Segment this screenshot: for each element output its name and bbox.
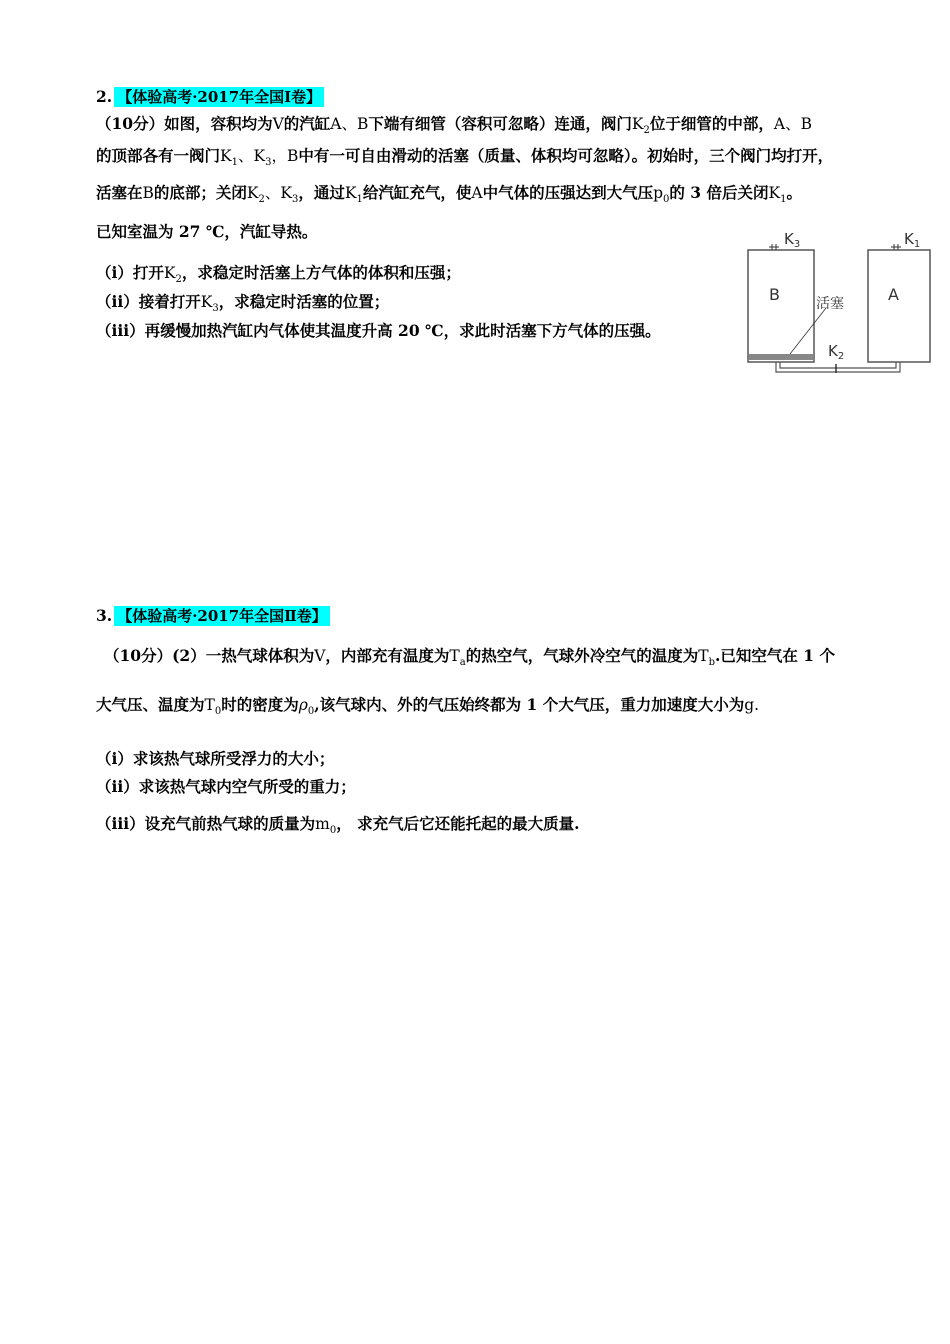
q3-subquestion-1: （i）求该热气球所受浮力的大小； [96,749,335,768]
q3-line-2: 大气压、温度为$T_0$时的密度为$\rho_0$,该气球内、外的气压始终都为 1 个大气压，重力加速度大小为g. [96,695,760,718]
q2-header [96,86,324,108]
label-piston: 活塞 [816,296,844,312]
label-b: B [769,285,780,304]
q2-line-3: 活塞在B的底部；关闭$K_2$、$K_3$，通过$K_1$给汽缸充气，使A中气体的压强达到大气压$p_0$的 3 倍后关闭$K_1$。 [96,183,802,206]
label-k1: $K_1$ [904,230,921,250]
q2-subquestion-2: （ii）接着打开$K_3$，求稳定时活塞的位置； [96,292,390,315]
q2-line-2: 的顶部各有一阀门$K_1$、$K_3$，B中有一可自由滑动的活塞（质量、体积均可忽略）。初始时，三个阀门均打开， [96,146,834,169]
q3-number: 3. [96,606,113,625]
q2-number: 2. [96,87,113,106]
q2-line-4: 已知室温为 27 ℃，汽缸导热。 [96,222,318,241]
q2-source-tag: 【体验高考·2017年全国Ⅰ卷】 [114,87,324,107]
cylinder-b [748,250,814,362]
q2-subquestion-1: （i）打开$K_2$，求稳定时活塞上方气体的体积和压强； [96,263,461,286]
connecting-pipe [776,362,900,372]
piston [749,354,813,360]
q3-line-1: （10分）(2）一热气球体积为V，内部充有温度为$T_a$的热空气，气球外冷空气的温度为$T_b$.已知空气在 1 个 [104,646,835,669]
cylinder-a [868,250,930,362]
q2-line-1: （10分）如图，容积均为V的汽缸A、B下端有细管（容积可忽略）连通，阀门$K_2$位于细管的中部，A、B [96,114,812,137]
q2-subquestion-3: （iii）再缓慢加热汽缸内气体使其温度升高 20 ℃，求此时活塞下方气体的压强。 [96,321,661,340]
label-k3: $K_3$ [784,230,801,250]
q3-subquestion-2: （ii）求该热气球内空气所受的重力； [96,777,356,796]
label-a: A [888,285,899,304]
label-k2: $K_2$ [828,342,845,362]
q3-header [96,605,330,627]
q3-subquestion-3: （iii）设充气前热气球的质量为$m_0$， 求充气后它还能托起的最大质量. [96,814,580,837]
q3-source-tag: 【体验高考·2017年全国Ⅱ卷】 [114,606,330,626]
cylinder-diagram [736,228,936,373]
